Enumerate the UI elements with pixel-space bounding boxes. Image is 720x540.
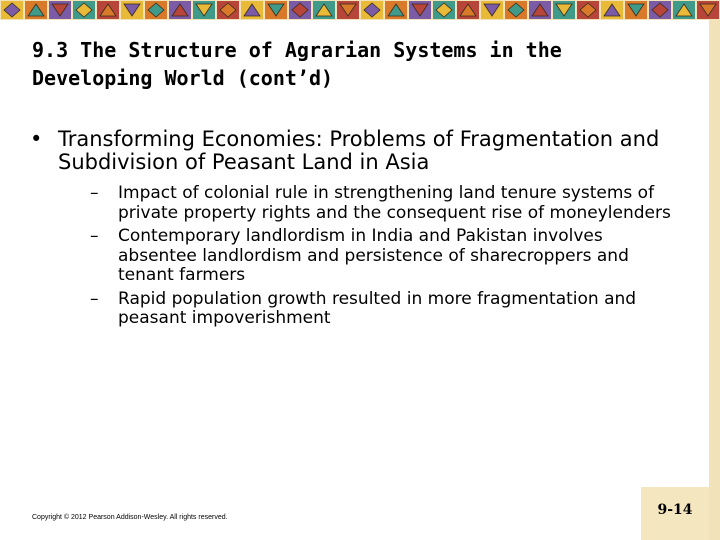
sub-bullet-marker: –	[90, 226, 99, 246]
page-number: 9-14	[657, 502, 693, 518]
sub-bullet-marker: –	[90, 183, 99, 203]
sub-bullet	[90, 290, 680, 329]
side-decoration-strip	[709, 20, 720, 540]
slide-title: 9.3 The Structure of Agrarian Systems in the Developing World (cont’d)	[32, 38, 562, 90]
pattern-border-graphic	[0, 0, 720, 20]
main-bullet-text: Transforming Economies: Problems of Fragmentation and Subdivision of Peasant Land in Asia	[58, 127, 660, 174]
slide-body	[30, 128, 680, 333]
sub-bullet-marker: –	[90, 288, 99, 309]
copyright-notice: Copyright © 2012 Pearson Addison-Wesley. All rights reserved.	[32, 514, 228, 521]
sub-bullet-list	[90, 184, 680, 329]
main-bullet	[30, 128, 680, 174]
sub-bullet-text: Contemporary landlordism in India and Pakistan involves absentee landlordism and persistence of sharecroppers and tenant farmers	[118, 226, 629, 285]
sub-bullet	[90, 227, 680, 286]
sub-bullet	[90, 184, 680, 223]
bullet-marker: •	[30, 127, 43, 151]
sub-bullet-text: Impact of colonial rule in strengthening land tenure systems of private property rights and the consequent rise of moneylenders	[118, 183, 671, 223]
sub-bullet-text: Rapid population growth resulted in more fragmentation and peasant impoverishment	[118, 288, 637, 328]
decorative-top-border	[0, 0, 720, 20]
